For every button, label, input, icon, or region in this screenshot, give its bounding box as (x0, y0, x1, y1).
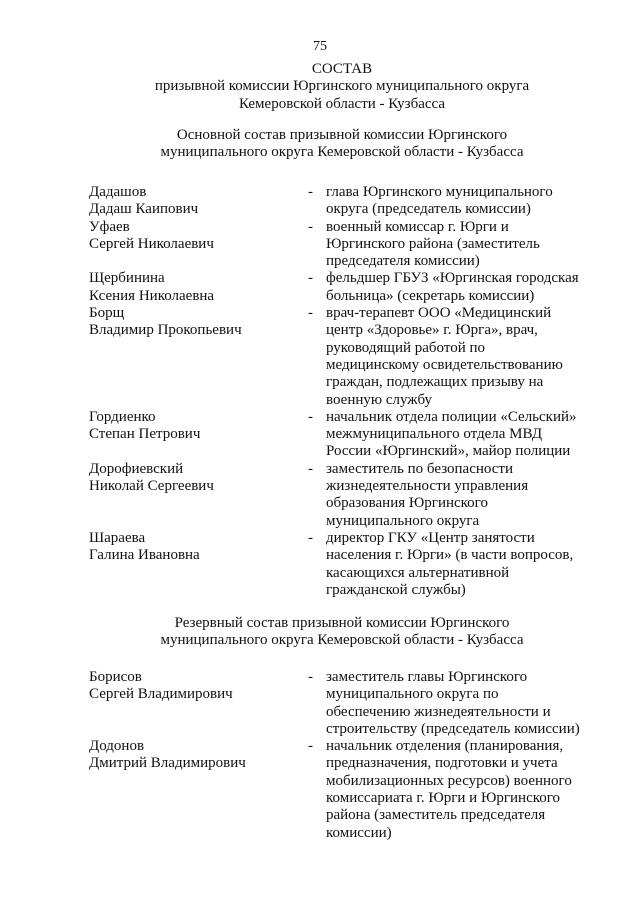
member-surname: Дадашов (89, 184, 147, 200)
role-line: образования Юргинского (326, 495, 488, 512)
member-surname: Додонов (89, 738, 145, 755)
member-entry (89, 409, 609, 461)
member-dash: - (308, 529, 313, 546)
heading-line: муниципального округа Кемеровской области - Кузбасса (160, 144, 524, 161)
member-surname: Шараева (89, 529, 146, 546)
member-surname: Щербинина (89, 270, 165, 287)
role-line: фельдшер ГБУЗ «Юргинская городская (326, 270, 579, 287)
member-dash: - (308, 460, 313, 477)
role-line: начальник отделения (планирования, (326, 738, 564, 755)
member-role (326, 530, 606, 599)
role-line: муниципального округа (326, 512, 480, 529)
member-name (89, 219, 289, 254)
member-role (326, 409, 606, 461)
role-line: предназначения, подготовки и учета (326, 755, 558, 772)
member-name (89, 738, 289, 773)
role-line: гражданской службы) (326, 581, 466, 598)
member-given-names: Николай Сергеевич (89, 478, 214, 495)
member-surname: Дорофиевский (89, 460, 184, 477)
member-role (326, 461, 606, 530)
role-line: граждан, подлежащих призыву на (326, 374, 544, 391)
role-line: больница» (секретарь комиссии) (326, 287, 535, 304)
role-line: строительству (председатель комиссии) (326, 720, 580, 737)
member-role (326, 669, 606, 738)
main-section-heading (0, 127, 640, 162)
member-role (326, 219, 606, 271)
member-given-names: Степан Петрович (89, 426, 201, 443)
role-line: врач-терапевт ООО «Медицинский (326, 305, 552, 322)
role-line: заместитель главы Юргинского (326, 669, 528, 685)
role-line: муниципального округа по (326, 686, 499, 703)
member-given-names: Ксения Николаевна (89, 287, 215, 304)
member-dash: - (308, 184, 313, 200)
member-entry (89, 738, 609, 842)
title-line: СОСТАВ (311, 61, 373, 77)
member-dash: - (308, 270, 313, 287)
member-name (89, 184, 289, 219)
member-given-names: Владимир Прокопьевич (89, 322, 242, 339)
heading-line: муниципального округа Кемеровской области - Кузбасса (160, 632, 524, 649)
title-line: Кемеровской области - Кузбасса (238, 95, 446, 112)
role-line: Юргинского района (заместитель (326, 235, 540, 252)
member-entry (89, 270, 609, 305)
member-entry (89, 184, 609, 219)
member-name (89, 270, 289, 305)
role-line: жизнедеятельности управления (326, 478, 529, 495)
role-line: комиссии) (326, 824, 392, 841)
role-line: председателя комиссии) (326, 253, 480, 270)
member-given-names: Сергей Николаевич (89, 235, 214, 252)
role-line: медицинскому освидетельствованию (326, 356, 563, 373)
member-entry (89, 219, 609, 271)
main-member-list (89, 184, 609, 599)
heading-line: Основной состав призывной комиссии Юргинского (176, 127, 508, 143)
member-surname: Гордиенко (89, 408, 156, 425)
page-number: 75 (313, 39, 327, 54)
member-name (89, 409, 289, 444)
role-line: межмуниципального отдела МВД (326, 426, 543, 443)
member-name (89, 669, 289, 704)
role-line: начальник отдела полиции «Сельский» (326, 408, 577, 425)
member-entry (89, 530, 609, 599)
role-line: комиссариата г. Юрги и Юргинского (326, 790, 561, 807)
reserve-member-list (89, 669, 609, 842)
member-dash: - (308, 305, 313, 322)
title-line: призывной комиссии Юргинского муниципального округа (154, 78, 530, 95)
role-line: военную службу (326, 391, 433, 408)
role-line: глава Юргинского муниципального (326, 184, 553, 200)
role-line: округа (председатель комиссии) (326, 201, 531, 218)
member-surname: Борисов (89, 669, 142, 685)
member-given-names: Дадаш Каипович (89, 201, 199, 218)
role-line: центр «Здоровье» г. Юрга», врач, (326, 322, 538, 339)
role-line: района (заместитель председателя (326, 807, 546, 824)
role-line: директор ГКУ «Центр занятости (326, 529, 535, 546)
member-role (326, 305, 606, 409)
role-line: населения г. Юрги» (в части вопросов, (326, 547, 574, 564)
role-line: мобилизационных ресурсов) военного (326, 772, 572, 789)
role-line: касающихся альтернативной (326, 564, 510, 581)
member-given-names: Сергей Владимирович (89, 686, 233, 703)
member-role (326, 270, 606, 305)
member-dash: - (308, 408, 313, 425)
member-surname: Борщ (89, 305, 125, 322)
member-name (89, 461, 289, 496)
member-dash: - (308, 218, 313, 235)
member-entry (89, 305, 609, 409)
role-line: России «Юргинский», майор полиции (326, 443, 571, 460)
member-entry (89, 461, 609, 530)
role-line: заместитель по безопасности (326, 460, 514, 477)
member-surname: Уфаев (89, 218, 130, 235)
role-line: руководящий работой по (326, 339, 486, 356)
member-role (326, 738, 606, 842)
member-name (89, 305, 289, 340)
role-line: военный комиссар г. Юрги и (326, 218, 509, 235)
member-name (89, 530, 289, 565)
member-given-names: Галина Ивановна (89, 547, 200, 564)
document-title (0, 61, 640, 113)
reserve-section-heading (0, 615, 640, 650)
role-line: обеспечению жизнедеятельности и (326, 703, 551, 720)
heading-line: Резервный состав призывной комиссии Юргинского (174, 615, 510, 631)
member-entry (89, 669, 609, 738)
member-dash: - (308, 669, 313, 685)
member-given-names: Дмитрий Владимирович (89, 755, 246, 772)
member-role (326, 184, 606, 219)
member-dash: - (308, 738, 313, 755)
